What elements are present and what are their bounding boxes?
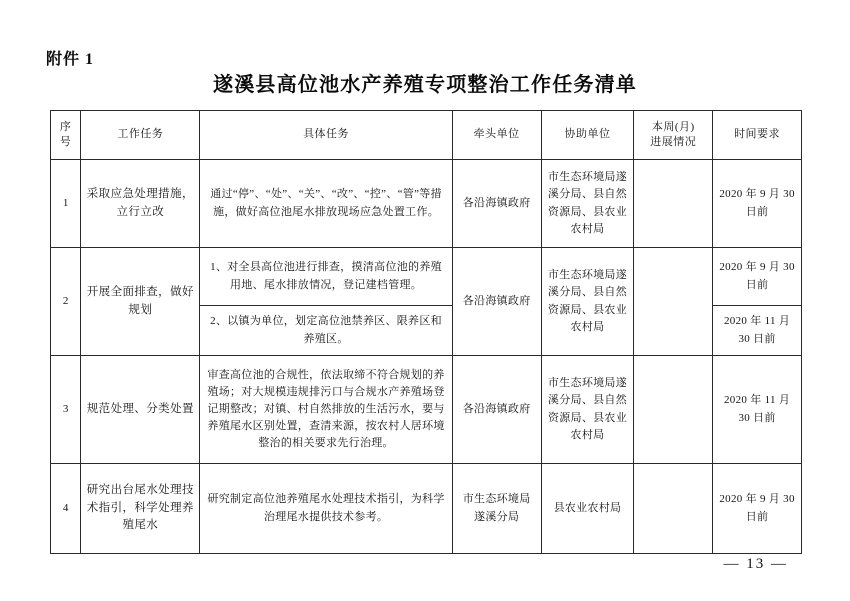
row-assist-unit: 市生态环境局遂溪分局、县自然资源局、县农业农村局 (541, 160, 634, 248)
row-lead-unit: 各沿海镇政府 (452, 160, 541, 248)
row-task: 规范处理、分类处置 (81, 356, 200, 464)
row-lead-unit: 市生态环境局遂溪分局 (452, 464, 541, 554)
row-no: 1 (51, 160, 81, 248)
header-no-label: 序号 (59, 121, 72, 148)
row-assist-unit: 市生态环境局遂溪分局、县自然资源局、县农业农村局 (541, 248, 634, 356)
row-no: 3 (51, 356, 81, 464)
row-time: 2020 年 11 月 30 日前 (713, 306, 802, 356)
table-row (51, 464, 802, 554)
table-row (51, 160, 802, 248)
row-task: 开展全面排查，做好规划 (81, 248, 200, 356)
header-time: 时间要求 (713, 111, 802, 160)
header-progress-line2: 进展情况 (650, 136, 697, 148)
row-assist-unit: 市生态环境局遂溪分局、县自然资源局、县农业农村局 (541, 356, 634, 464)
header-no (51, 111, 81, 160)
table-row (51, 248, 802, 306)
header-assist-unit: 协助单位 (541, 111, 634, 160)
table-row (51, 356, 802, 464)
row-time: 2020 年 9 月 30 日前 (713, 248, 802, 306)
task-list-table (50, 110, 802, 554)
header-lead-unit: 牵头单位 (452, 111, 541, 160)
row-lead-unit: 各沿海镇政府 (452, 356, 541, 464)
row-progress (634, 464, 713, 554)
attachment-label: 附件 1 (46, 51, 95, 68)
header-progress (634, 111, 713, 160)
page-title: 遂溪县高位池水产养殖专项整治工作任务清单 (213, 74, 637, 96)
row-time: 2020 年 9 月 30 日前 (713, 160, 802, 248)
row-no: 4 (51, 464, 81, 554)
row-progress (634, 160, 713, 248)
header-detail: 具体任务 (200, 111, 452, 160)
header-task: 工作任务 (81, 111, 200, 160)
header-progress-line1: 本周(月) (651, 121, 695, 134)
row-no: 2 (51, 248, 81, 356)
row-detail: 通过“停”、“处”、“关”、“改”、“控”、“管”等措施，做好高位池尾水排放现场应急处置工作。 (200, 160, 452, 248)
row-progress (634, 248, 713, 356)
row-detail: 审查高位池的合规性，依法取缔不符合规划的养殖场；对大规模违规排污口与合规水产养殖场登记期整改；对镇、村自然排放的生活污水，要与养殖尾水区别处置，查清来源，按农村人居环境整治的相关要求先行治理。 (200, 356, 452, 464)
row-detail-item: 2、以镇为单位，划定高位池禁养区、限养区和养殖区。 (200, 306, 452, 356)
row-task: 研究出台尾水处理技术指引，科学处理养殖尾水 (81, 464, 200, 554)
row-detail: 研究制定高位池养殖尾水处理技术指引，为科学治理尾水提供技术参考。 (200, 464, 452, 554)
page-number: — 13 — (723, 556, 788, 572)
row-lead-unit: 各沿海镇政府 (452, 248, 541, 356)
row-progress (634, 356, 713, 464)
row-detail-item: 1、对全县高位池进行排查，摸清高位池的养殖用地、尾水排放情况，登记建档管理。 (200, 248, 452, 306)
row-task: 采取应急处理措施，立行立改 (81, 160, 200, 248)
row-assist-unit: 县农业农村局 (541, 464, 634, 554)
row-time: 2020 年 11 月 30 日前 (713, 356, 802, 464)
table-header-row (51, 111, 802, 160)
row-time: 2020 年 9 月 30 日前 (713, 464, 802, 554)
